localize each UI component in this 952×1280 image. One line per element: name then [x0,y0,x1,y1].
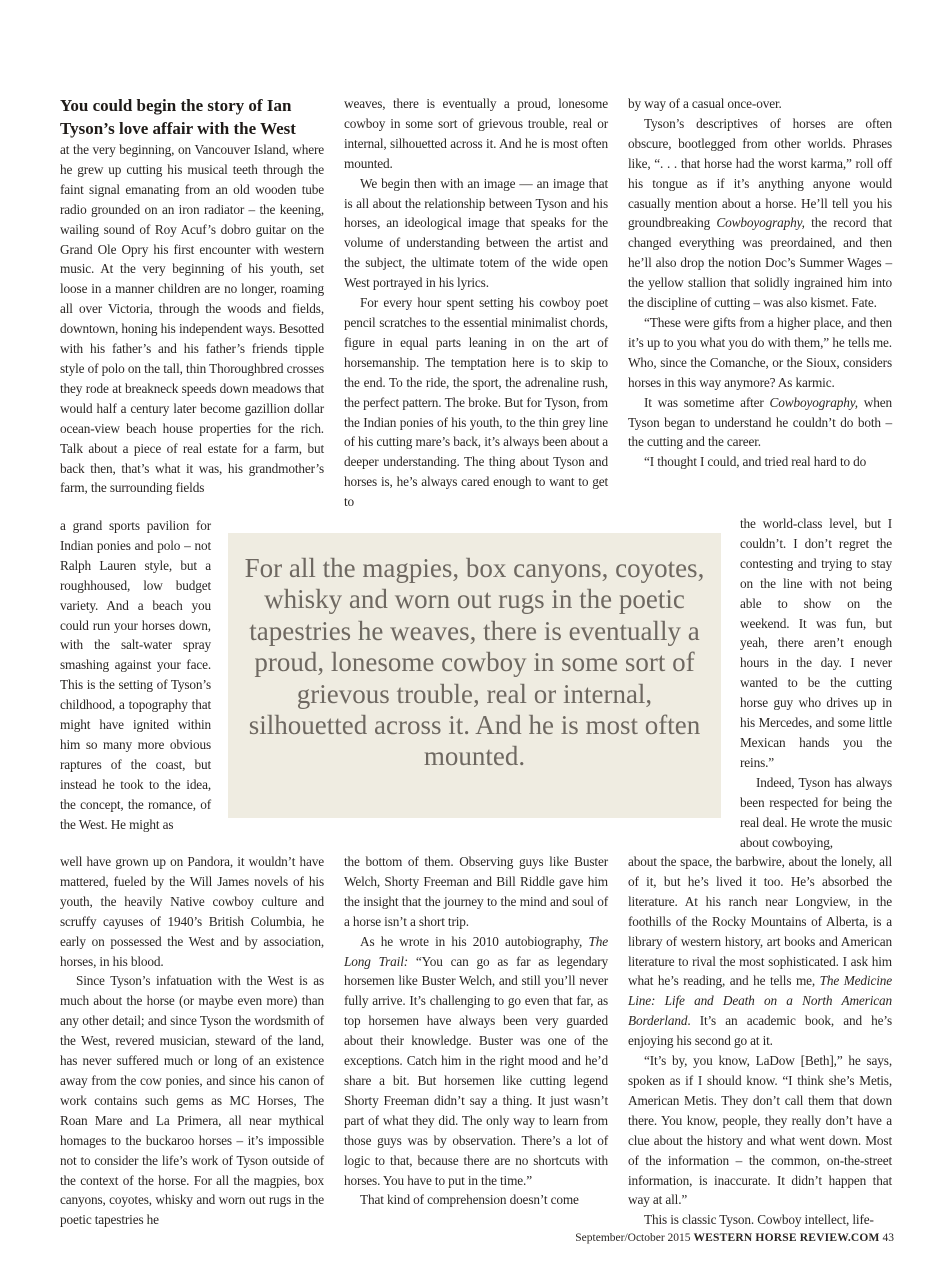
column-3-paragraph [628,114,892,313]
column-2-paragraph: For every hour spent setting his cowboy poet pencil scratches to the essential minimalist chords, figure in equal parts leaning in on the art of horsemanship. The temptation here is to skip to the end. To the ride, the sport, the adrenaline rush, the perfect pattern. The broke. But for Tyson, from the Indian ponies of his youth, to the thin grey line of his cutting mare’s back, it’s always been about a deeper understanding. The thing about Tyson and horses is, he’s always cared enough to want to get to [344,295,608,510]
page-footer [560,1232,894,1244]
text-run: It was sometime after [644,394,770,410]
text-run: Tyson’s descriptives of horses are often obscure, bootlegged from other worlds. Phrases like, “. . . that horse had the worst karma,” roll off his tongue as if it’s anything anyone would casually mention about a horse. He’ll tell you his groundbreaking [628,115,892,231]
column-1-narrow-paragraph: a grand sports pavilion for Indian ponies and polo – not Ralph Lauren style, but a roughhoused, low budget variety. And a beach you could run your horses down, with the salt-water spray smashing against your face. This is the setting of Tyson’s childhood, a topography that might have ignited within him so many more obvious raptures of the coast, but instead he took to the idea, the concept, the romance, of the West. He might as [60,518,211,832]
column-3-paragraph: This is classic Tyson. Cowboy intellect, life- [644,1212,874,1228]
issue-date: September/October 2015 [575,1232,691,1244]
article-lead: You could begin the story of Ian Tyson’s love affair with the West [60,96,296,138]
column-3-paragraph: “I thought I could, and tried real hard to do [644,454,867,470]
column-3-paragraph: by way of a casual once-over. [628,96,782,111]
column-3-top [628,94,892,472]
column-2-paragraph: We begin then with an image — an image that is all about the relationship between Tyson and his horses, an ideological image that speaks for the volume of understanding between the artist and the subject, the ultimate totem of the wide open West portrayed in his lyrics. [344,175,608,291]
album-title: Cowboyography, [769,394,858,410]
column-2-top [344,94,608,512]
column-3-narrow-paragraph: Indeed, Tyson has always been respected for being the real deal. He wrote the music about cowboying, [740,774,892,850]
column-1-paragraph: Since Tyson’s infatuation with the West is as much about the horse (or maybe even more) than any other detail; and since Tyson the wordsmith of the West, revered musician, steward of the land, has never suffered much or long of an existence away from the cow ponies, and since his canon of work contains such gems as MC Horses, The Roan Mare and La Primera, all near mythical homages to the buckaroo horses – it’s impossible not to consider the life’s work of Tyson outside of the context of the horse. For all the magpies, box canyons, coyotes, whisky and worn out rugs in the poetic tapestries he [60,973,324,1228]
column-1-bottom [60,852,324,1230]
column-3-paragraph [628,393,892,453]
column-2-paragraph [344,932,608,1191]
text-run: As he wrote in his 2010 autobiography, [360,933,589,949]
text-run: about the space, the barbwire, about the lonely, all of it, but he’s lived it too. He’s absorbed the literature. At his ranch near Longview, in the foothills of the Rocky Mountains of Alberta, is a library of western history, art books and American literature to rival the most sophisticated. I ask him what he’s reading, and he tells me, [628,854,892,989]
text-run: the record that changed everything was preordained, and then he’ll also drop the notion Doc’s Summer Wages – the yellow stallion that solidly ingrained him into the discipline of cutting – was also kismet. Fate. [628,215,892,311]
book-title: The Long Trail: [344,933,608,969]
column-2-paragraph: That kind of comprehension doesn’t come [360,1192,579,1208]
column-2-bottom [344,852,608,1210]
column-3-bottom [628,852,892,1230]
publication-name: WESTERN HORSE REVIEW.COM [693,1232,880,1244]
text-run: when Tyson began to understand he couldn’t do both – the cutting and the career. [628,394,892,450]
column-2-paragraph: the bottom of them. Observing guys like Buster Welch, Shorty Freeman and Bill Riddle gave him the insight that the journey to the mind and soul of a horse isn’t a short trip. [344,854,608,929]
column-3-narrow-paragraph: the world-class level, but I couldn’t. I don’t regret the contesting and trying to stay on the line with not being able to show on the weekend. It was fun, but yeah, there aren’t enough hours in the day. I never wanted to be the cutting horse guy who drives up in his Mercedes, and some little Mexican hands you the reins.” [740,516,892,770]
column-3-paragraph: “These were gifts from a higher place, and then it’s up to you what you do with them,” he tells me. Who, since the Comanche, or the Sioux, considers horses in this way anymore? As karmic. [628,314,892,390]
column-1-narrow [60,516,211,835]
column-2-paragraph: weaves, there is eventually a proud, lonesome cowboy in some sort of grievous trouble, real or internal, silhouetted across it. And he is most often mounted. [344,96,608,171]
column-3-paragraph [628,852,892,1051]
pull-quote: For all the magpies, box canyons, coyotes, whisky and worn out rugs in the poetic tapestries he weaves, there is eventually a proud, lonesome cowboy in some sort of grievous trouble, real or internal, silhouetted across it. And he is most often mounted. [228,533,721,818]
column-3-narrow [740,514,892,852]
column-1-paragraph: well have grown up on Pandora, it wouldn’t have mattered, fueled by the Will James novels of his youth, the heavily Native cowboy culture and scruffy cayuses of 1940’s British Columbia, he early on possessed the West and by association, horses, in his blood. [60,854,324,969]
column-1-paragraph: at the very beginning, on Vancouver Island, where he grew up cutting his musical teeth through the faint signal emanating from an old wooden tube radio grounded on an iron radiator – the keening, wailing sound of Roy Acuf’s dobro guitar on the Grand Ole Opry his first encounter with western music. At the very beginning of his youth, set loose in a manner children are no longer, roaming all over Victoria, through the woods and fields, downtown, honing his independent ways. Besotted with his father’s and his father’s friends tipple style of polo on the tall, thin Thoroughbred crosses they rode at breakneck speeds down meadows that would half a century later become gazillion dollar ocean-view beach house properties for the rich. Talk about a piece of real estate for a farm, but back then, that’s what it was, his grandmother’s farm, the surrounding fields [60,142,324,496]
column-3-paragraph: “It’s by, you know, LaDow [Beth],” he says, spoken as if I should know. “I think she’s Metis, American Metis. They don’t call them that down there. You know, people, they really don’t have a clue about the history and what went down. Most of the information – the common, on-the-street information, is inaccurate. It didn’t happen that way at all.” [628,1053,892,1208]
album-title: Cowboyography, [716,215,805,231]
text-run: . It’s an academic book, and he’s enjoying his second go at it. [628,1013,892,1049]
text-run: “You can go as far as legendary horsemen like Buster Welch, and still you’ll never fully arrive. It’s challenging to go even that far, as top horsemen have always been very guarded about their knowledge. Buster was one of the exceptions. Catch him in the right mood and he’d share a bit. But horsemen like cutting legend Shorty Freeman didn’t say a thing. It just wasn’t part of what they did. The only way to learn from those guys was by observation. There’s a lot of logic to that, because there are no shortcuts with horses. You have to put in the time.” [344,953,608,1188]
page-number: 43 [882,1232,894,1244]
book-title: The Medicine Line: Life and Death on a North American Borderland [628,973,892,1029]
column-1-top [60,94,324,498]
